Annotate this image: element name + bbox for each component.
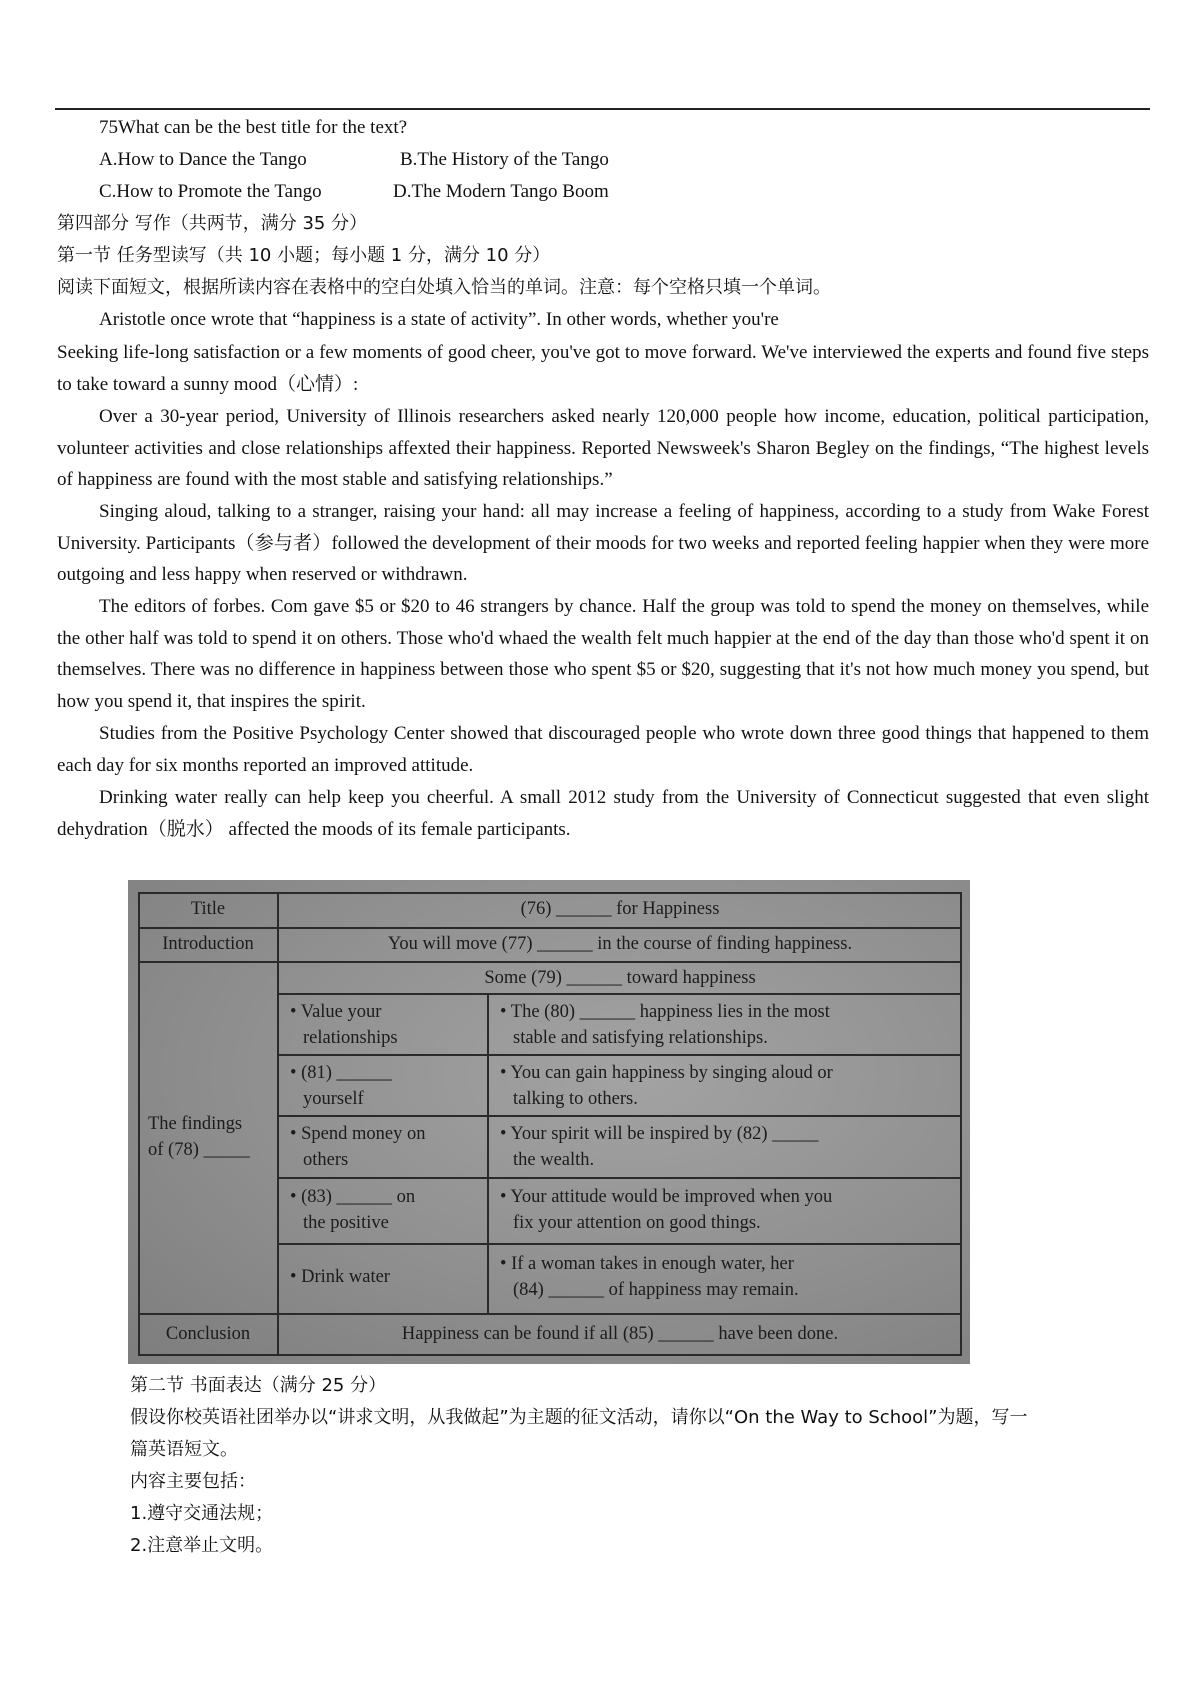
step-4-right-line2: fix your attention on good things. [513, 1213, 761, 1233]
step-2-left-line2: yourself [303, 1089, 364, 1109]
findings-label-line2: of (78) _____ [148, 1140, 250, 1160]
passage-p2: Over a 30-year period, University of Illinois researchers asked nearly 120,000 people how income, education, political participation, volunteer activities and close relationships affexted their happiness. Reported Newsweek's Sharon Begley on the findings, “The highest levels of happiness are found with the most stable and satisfying relationships.” [57, 406, 1149, 491]
option-c: C.How to Promote the Tango [99, 181, 322, 202]
step-3-right-line2: the wealth. [513, 1150, 595, 1170]
question-75-stem: 75What can be the best title for the text? [99, 117, 408, 138]
step-5-right-line2: (84) ______ of happiness may remain. [513, 1280, 799, 1300]
introduction-value: You will move (77) ______ in the course of finding happiness. [387, 934, 853, 954]
content-point-2: 2.注意举止文明。 [130, 1535, 274, 1556]
content-point-1: 1.遵守交通法规； [130, 1503, 274, 1524]
part-1-heading: 第一节 任务型读写（共 10 小题；每小题 1 分，满分 10 分） [57, 245, 551, 266]
instruction-text: 阅读下面短文，根据所读内容在表格中的空白处填入恰当的单词。注意：每个空格只填一个单词。 [57, 277, 831, 298]
findings-label-line1: The findings [148, 1114, 243, 1134]
conclusion-value: Happiness can be found if all (85) ______ have been done. [401, 1324, 839, 1344]
passage-p1-line1: Aristotle once wrote that “happiness is a state of activity”. In other words, whether you're [99, 309, 779, 330]
option-d: D.The Modern Tango Boom [393, 181, 609, 202]
step-3-right-line1: • Your spirit will be inspired by (82) _____ [500, 1124, 819, 1144]
introduction-label: Introduction [162, 934, 254, 954]
steps-header: Some (79) ______ toward happiness [484, 968, 756, 988]
step-1-right-line1: • The (80) ______ happiness lies in the most [500, 1002, 830, 1022]
step-3-left-line1: • Spend money on [290, 1124, 426, 1144]
option-b: B.The History of the Tango [400, 149, 609, 170]
passage-p5: Studies from the Positive Psychology Center showed that discouraged people who wrote down three good things that happened to them each day for six months reported an improved attitude. [57, 723, 1149, 776]
option-a: A.How to Dance the Tango [99, 149, 307, 170]
task-table [138, 892, 962, 1356]
writing-prompt-line1: 假设你校英语社团举办以“讲求文明，从我做起”为主题的征文活动，请你以“On the Way to School”为题，写一 [130, 1407, 1028, 1428]
step-1-right-line2: stable and satisfying relationships. [513, 1028, 768, 1048]
passage-p4: The editors of forbes. Com gave $5 or $20 to 46 strangers by chance. Half the group was told to spend the money on themselves, while the other half was told to spend it on others. Those who'd whaed the wealth felt much happier at the end of the day than those who'd spent it on themselves. There was no difference in happiness between those who spent $5 or $20, suggesting that it's not how much money you spend, but how you spend it, that inspires the spirit. [57, 596, 1149, 713]
step-4-left-line2: the positive [303, 1213, 389, 1233]
writing-prompt-line2: 篇英语短文。 [130, 1439, 238, 1460]
step-1-left-line1: • Value your [290, 1002, 382, 1022]
step-5-right-line1: • If a woman takes in enough water, her [500, 1254, 794, 1274]
content-heading: 内容主要包括： [130, 1471, 256, 1492]
passage-p1-rest: Seeking life-long satisfaction or a few moments of good cheer, you've got to move forward. We've interviewed the experts and found five steps to take toward a sunny mood（心情）: [57, 342, 1149, 395]
step-5-left-line1: • Drink water [290, 1267, 390, 1287]
step-4-left-line1: • (83) ______ on [290, 1187, 416, 1207]
title-value: (76) ______ for Happiness [520, 899, 720, 919]
step-2-left-line1: • (81) ______ [290, 1063, 393, 1083]
conclusion-label: Conclusion [165, 1324, 251, 1344]
passage-p3: Singing aloud, talking to a stranger, raising your hand: all may increase a feeling of happiness, according to a study from Wake Forest University. Participants（参与者）followed the development of their moods for two weeks and reported feeling happier when they were more outgoing and less happy when reserved or withdrawn. [57, 501, 1149, 586]
step-2-right-line1: • You can gain happiness by singing aloud or [500, 1063, 833, 1083]
header-rule [55, 108, 1150, 110]
title-label: Title [190, 899, 226, 919]
step-2-right-line2: talking to others. [513, 1089, 638, 1109]
part-2-heading: 第二节 书面表达（满分 25 分） [130, 1375, 387, 1396]
step-4-right-line1: • Your attitude would be improved when you [500, 1187, 833, 1207]
step-3-left-line2: others [303, 1150, 349, 1170]
passage-p6: Drinking water really can help keep you cheerful. A small 2012 study from the University of Connecticut suggested that even slight dehydration（脱水） affected the moods of its female participants. [57, 787, 1149, 840]
step-1-left-line2: relationships [303, 1028, 398, 1048]
task-table-photo [128, 880, 970, 1364]
section-4-heading: 第四部分 写作（共两节，满分 35 分） [57, 213, 368, 234]
